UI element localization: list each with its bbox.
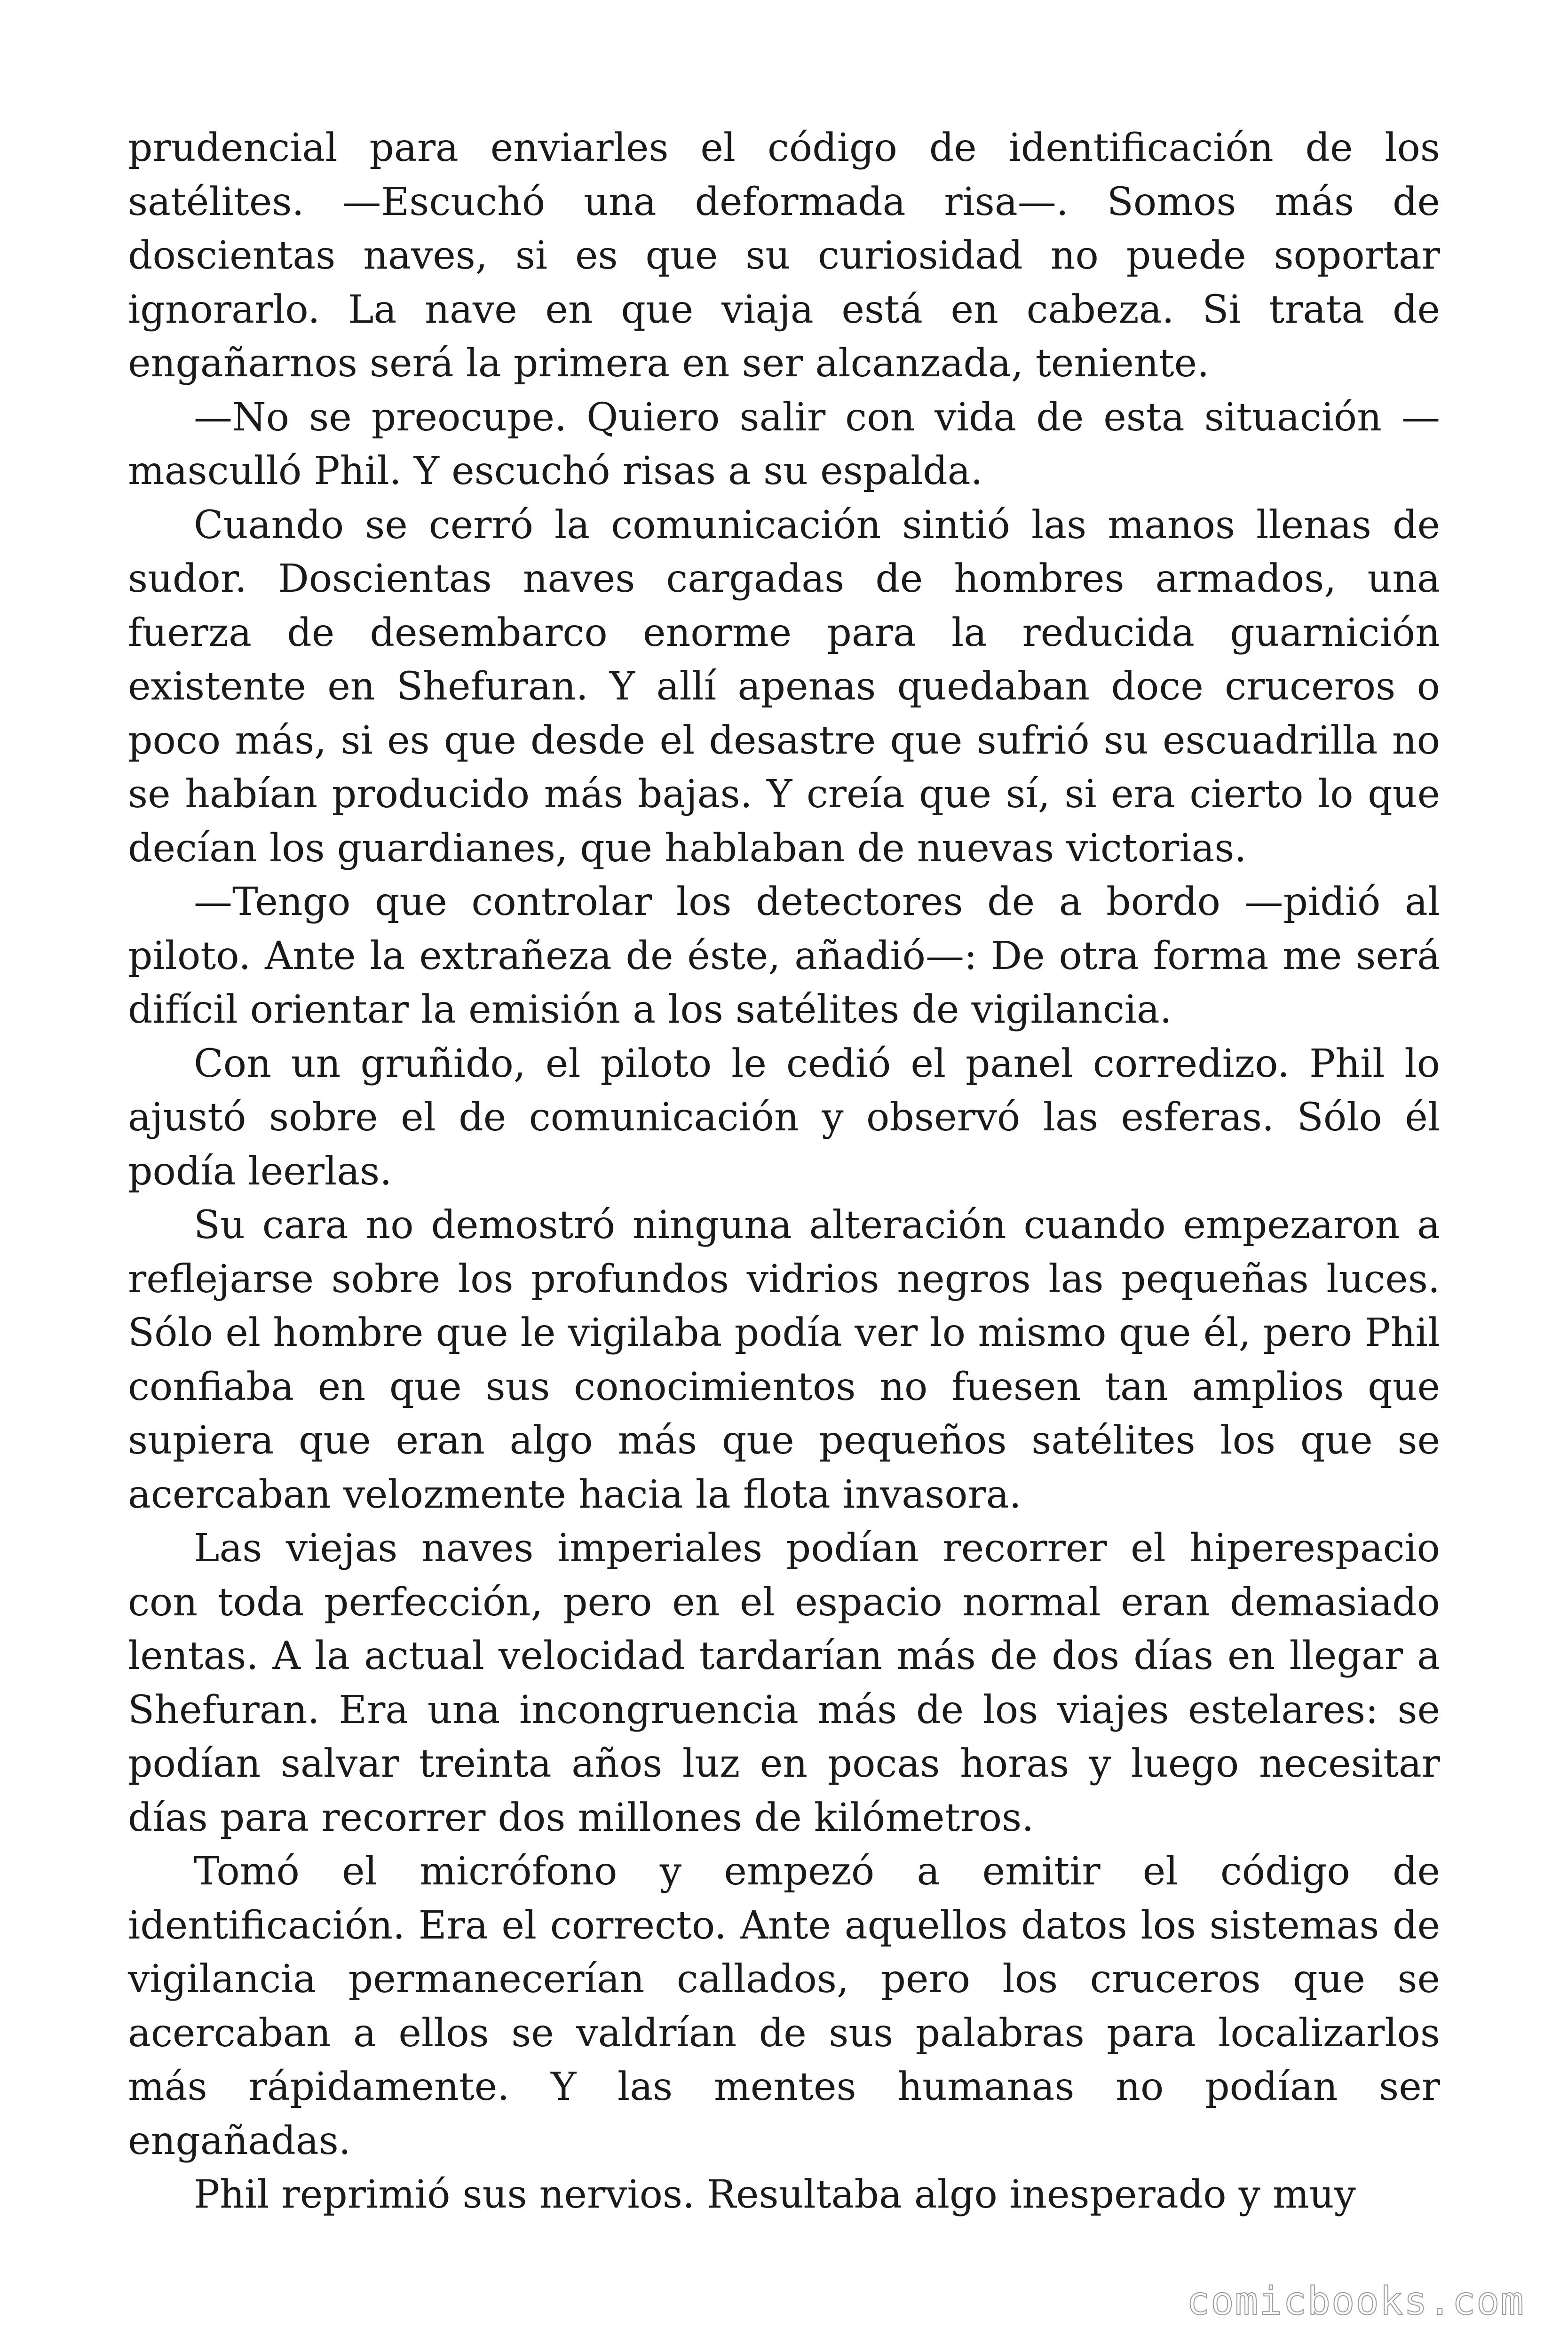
paragraph-2: —No se preocupe. Quiero salir con vida de esta situación —masculló Phil. Y escuchó risas a su espalda. bbox=[128, 395, 1440, 493]
paragraph-3: Cuando se cerró la comunicación sintió las manos llenas de sudor. Doscientas naves cargadas de hombres armados, una fuerza de desembarco enorme para la reducida guarnición existente en Shefuran. Y allí apenas quedaban doce cruceros o poco más, si es que desde el desastre que sufrió su escuadrilla no se habían producido más bajas. Y creía que sí, si era cierto lo que decían los guardianes, que hablaban de nuevas victorias. bbox=[128, 502, 1440, 871]
body-text bbox=[128, 121, 1440, 2222]
paragraph-7: Las viejas naves imperiales podían recorrer el hiperespacio con toda perfección, pero en el espacio normal eran demasiado lentas. A la actual velocidad tardarían más de dos días en llegar a Shefuran. Era una incongruencia más de los viajes estelares: se podían salvar treinta años luz en pocas horas y luego necesitar días para recorrer dos millones de kilómetros. bbox=[128, 1526, 1440, 1840]
paragraph-9: Phil reprimió sus nervios. Resultaba algo inesperado y muy bbox=[194, 2172, 1356, 2217]
watermark: comicbooks.com bbox=[1186, 2279, 1525, 2324]
paragraph-6: Su cara no demostró ninguna alteración cuando empezaron a reflejarse sobre los profundos vidrios negros las pequeñas luces. Sólo el hombre que le vigilaba podía ver lo mismo que él, pero Phil confiaba en que sus conocimientos no fuesen tan amplios que supiera que eran algo más que pequeños satélites los que se acercaban velozmente hacia la flota invasora. bbox=[128, 1203, 1440, 1517]
paragraph-4: —Tengo que controlar los detectores de a bordo —pidió al piloto. Ante la extrañeza de éste, añadió—: De otra forma me será difícil orientar la emisión a los satélites de vigilancia. bbox=[128, 880, 1440, 1032]
paragraph-5: Con un gruñido, el piloto le cedió el panel corredizo. Phil lo ajustó sobre el de comunicación y observó las esferas. Sólo él podía leerlas. bbox=[128, 1041, 1440, 1194]
paragraph-1: prudencial para enviarles el código de identificación de los satélites. —Escuchó una deformada risa—. Somos más de doscientas naves, si es que su curiosidad no puede soportar ignorarlo. La nave en que viaja está en cabeza. Si trata de engañarnos será la primera en ser alcanzada, teniente. bbox=[128, 126, 1440, 386]
paragraph-8: Tomó el micrófono y empezó a emitir el código de identificación. Era el correcto. Ante aquellos datos los sistemas de vigilancia permanecerían callados, pero los cruceros que se acercaban a ellos se valdrían de sus palabras para localizarlos más rápidamente. Y las mentes humanas no podían ser engañadas. bbox=[128, 1849, 1440, 2163]
